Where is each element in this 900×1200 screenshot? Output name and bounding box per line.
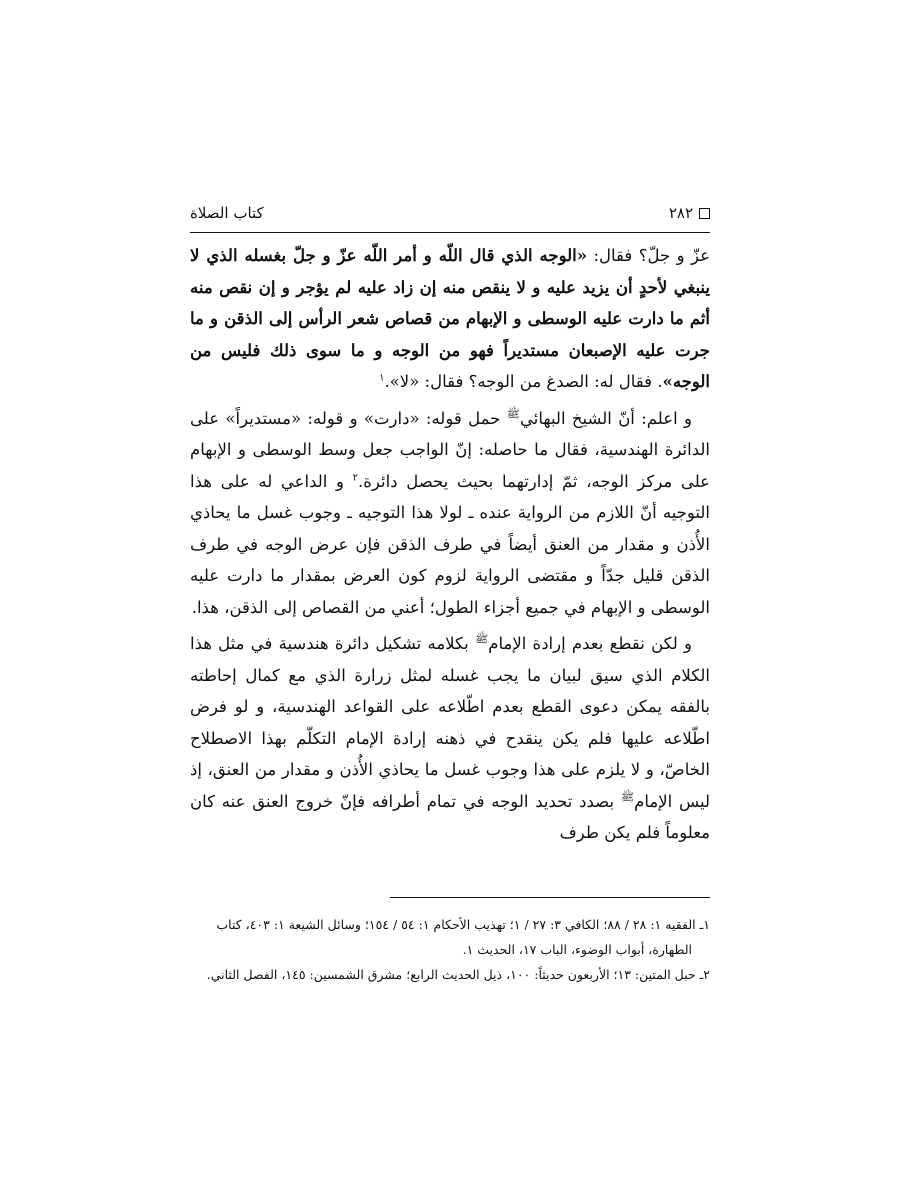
footnote-2: ٢ـ حبل المتين: ١٣؛ الأربعون حديثاً: ١٠٠، ذيل الحديث الرابع؛ مشرق الشمسين: ١٤٥، الفصل الثاني. <box>206 967 710 982</box>
p3-part2: بكلامه تشكيل دائرة هندسية في مثل هذا الكلام الذي سيق لبيان ما يجب غسله لمثل زرارة الذي مع كمال إحاطته بالفقه يمكن دعوى القطع بعدم اطّلاعه على القواعد الهندسية، و لو فرض اطّلاعه عليها فلم يكن ينقدح في ذهنه إرادة الإمام التكلّم بهذا الاصطلاح الخاصّ، و لا يلزم على هذا وجوب غسل ما يحاذي الأُذن و مقدار من العنق، إذ ليس الإمام <box>190 634 710 811</box>
paragraph-3 <box>190 628 710 849</box>
p2-part1: و اعلم: أنّ الشيخ البهائي <box>519 408 692 428</box>
hadith-quote: «الوجه الذي قال اللّه و أمر اللّه عزّ و جلّ بغسله الذي لا ينبغي لأحدٍ أن يزيد عليه و لا ينقص منه إن زاد عليه لم يؤجر و إن نقص منه أثم ما دارت عليه الوسطى و الإبهام من قصاص شعر الرأس إلى الذقن و ما جرت عليه الإصبعان مستديراً فهو من الوجه و ما سوى ذلك فليس من الوجه» <box>190 246 710 391</box>
footnote-ref-2[interactable]: ۲ <box>352 472 359 483</box>
honorific-icon: ﷺ <box>474 632 489 646</box>
header-rule <box>190 232 710 233</box>
main-text <box>190 240 710 854</box>
page-number: ۲۸۲ <box>668 204 693 222</box>
p2-part3: و الداعي له على هذا التوجيه أنّ اللازم من الرواية عنده ـ لولا هذا التوجيه ـ وجوب غسل ما يحاذي الأُذن و مقدار من العنق أيضاً في طرف الذقن فإن عرض الوجه في طرف الذقن قليل جدّاً و مقتضى الرواية لزوم كون العرض بمقدار ما دارت عليه الوسطى و الإبهام في جميع أجزاء الطول؛ أعني من القصاص إلى الذقن، هذا. <box>190 471 710 617</box>
paragraph-1 <box>190 240 710 398</box>
p2-part2: حمل قوله: «دارت» و قوله: «مستديراً» على الدائرة الهندسية، فقال ما حاصله: إنّ الواجب جعل وسط الوسطى و الإبهام على مركز الوجه، ثمّ إدارتهما بحيث يحصل دائرة. <box>190 408 710 491</box>
book-title: كتاب الصلاة <box>190 204 264 222</box>
p3-part1: و لكن نقطع بعدم إرادة الإمام <box>488 634 692 653</box>
paragraph-2 <box>190 403 710 624</box>
footnote-ref-1[interactable]: ۱ <box>379 372 385 384</box>
footnotes <box>190 912 710 987</box>
p1-tail: . فقال له: الصدغ من الوجه؟ فقال: «لا». <box>384 372 663 391</box>
p3-part3: بصدد تحديد الوجه في تمام أطرافه فإنّ خروج العنق عنه كان معلوماً فلم يكن طرف <box>190 791 710 842</box>
honorific-icon: ﷺ <box>506 407 520 420</box>
square-box-icon <box>699 208 710 219</box>
footnote-rule <box>390 897 710 898</box>
footnote-1: ١ـ الفقيه ١: ٢٨ / ٨٨؛ الكافي ٣: ٢٧ / ١؛ تهذيب الأحكام ١: ٥٤ / ١٥٤؛ وسائل الشيعة ١: ٤٠٣، كتاب الطهارة، أبواب الوضوء، الباب ١٧، الحديث ١. <box>216 917 710 957</box>
page-number-group <box>669 204 710 222</box>
p1-lead: عزّ و جلّ؟ فقال: <box>587 246 710 265</box>
running-header <box>190 200 710 226</box>
honorific-icon: ﷺ <box>620 790 635 803</box>
